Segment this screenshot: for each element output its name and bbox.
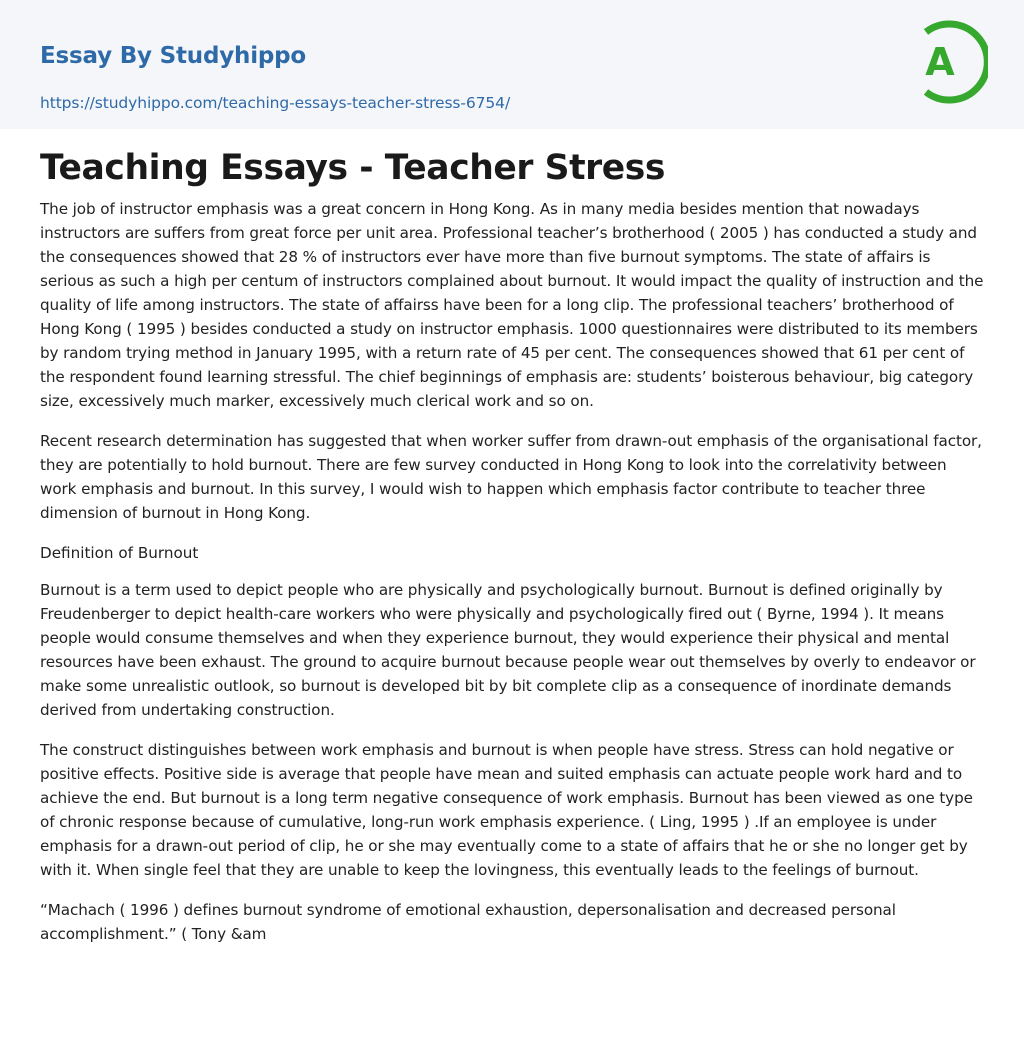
page-title: Teaching Essays - Teacher Stress	[40, 148, 666, 188]
logo-letter: A	[925, 40, 955, 84]
article-paragraph: Burnout is a term used to depict people who are physically and psychologically burnout. Burnout is defined originally by Freudenberger to depict health-care workers who were physically and psychologically fired out ( Byrne, 1994 ). It means people would consume themselves and when they experience burnout, they would experience their physical and mental resources have been exhaust. The ground to acquire burnout because people wear out themselves by overly to endeavor or make some unrealistic outlook, so burnout is developed bit by bit complete clip as a consequence of inordinate demands derived from undertaking construction.	[40, 581, 976, 719]
page-url-link[interactable]: https://studyhippo.com/teaching-essays-teacher-stress-6754/	[40, 94, 511, 112]
article-paragraph: The construct distinguishes between work emphasis and burnout is when people have stress. Stress can hold negative or positive effects. Positive side is average that people have mean and suited emphasis can actuate people work hard and to achieve the end. But burnout is a long term negative consequence of work emphasis. Burnout has been viewed as one type of chronic response because of cumulative, long-run work emphasis experience. ( Ling, 1995 ) .If an employee is under emphasis for a drawn-out period of clip, he or she may eventually come to a state of affairs that he or she no longer get by with it. When single feel that they are unable to keep the lovingness, this eventually leads to the feelings of burnout.	[40, 741, 973, 879]
section-heading-definition: Definition of Burnout	[40, 544, 199, 562]
site-header	[0, 0, 1024, 129]
article	[0, 147, 1024, 946]
article-paragraph-truncated: “Machach ( 1996 ) defines burnout syndrome of emotional exhaustion, depersonalisation and decreased personal accomplishment.” ( Tony &am	[40, 901, 896, 943]
article-paragraph: Recent research determination has suggested that when worker suffer from drawn-out emphasis of the organisational factor, they are potentially to hold burnout. There are few survey conducted in Hong Kong to look into the correlativity between work emphasis and burnout. In this survey, I would wish to happen which emphasis factor contribute to teacher three dimension of burnout in Hong Kong.	[40, 432, 982, 522]
article-paragraph: The job of instructor emphasis was a great concern in Hong Kong. As in many media besides mention that nowadays instructors are suffers from great force per unit area. Professional teacher’s brotherhood ( 2005 ) has conducted a study and the consequences showed that 28 % of instructors ever have more than five burnout symptoms. The state of affairs is serious as such a high per centum of instructors complained about burnout. It would impact the quality of instruction and the quality of life among instructors. The state of affairss have been for a long clip. The professional teachers’ brotherhood of Hong Kong ( 1995 ) besides conducted a study on instructor emphasis. 1000 questionnaires were distributed to its members by random trying method in January 1995, with a return rate of 45 per cent. The consequences showed that 61 per cent of the respondent found learning stressful. The chief beginnings of emphasis are: students’ boisterous behaviour, big category size, excessively much marker, excessively much clerical work and so on.	[40, 200, 984, 410]
site-brand[interactable]: Essay By Studyhippo	[40, 43, 307, 69]
studyhippo-logo-icon[interactable]	[912, 18, 988, 106]
